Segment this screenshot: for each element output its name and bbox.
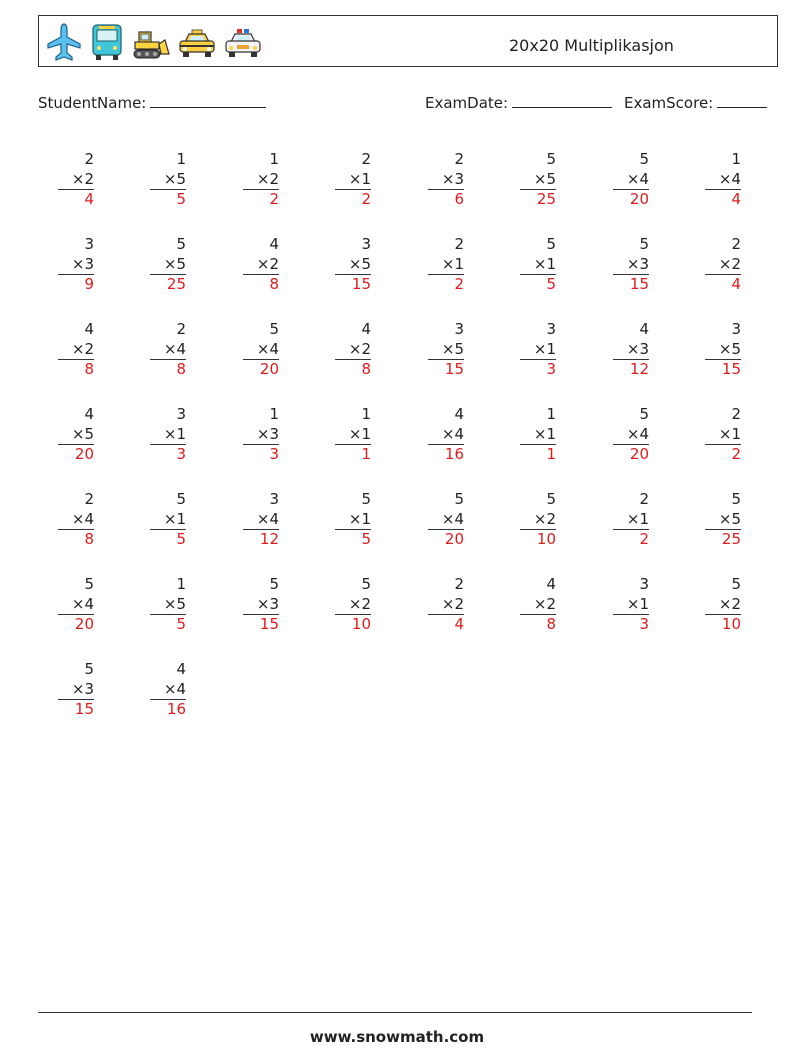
answer: 10	[335, 614, 371, 633]
operand-top: 2	[731, 235, 741, 253]
answer: 20	[428, 529, 464, 548]
problem-item	[58, 150, 94, 208]
operand-top: 5	[176, 235, 186, 253]
operand-bottom: ×2	[71, 169, 94, 188]
operand-top: 4	[269, 235, 279, 253]
problem-item	[335, 320, 371, 378]
problem-item	[520, 320, 556, 378]
problem-item	[150, 320, 186, 378]
problem-item	[243, 320, 279, 378]
operand-bottom: ×1	[163, 424, 186, 443]
operand-bottom: ×1	[533, 339, 556, 358]
operand-top: 1	[269, 150, 279, 168]
airplane-icon	[45, 22, 83, 62]
problem-item	[705, 490, 741, 548]
footer-divider	[38, 1012, 752, 1013]
problem-item	[705, 150, 741, 208]
student-name-line[interactable]	[150, 93, 266, 108]
answer: 2	[335, 189, 371, 208]
operand-top: 3	[546, 320, 556, 338]
operand-bottom: ×5	[163, 594, 186, 613]
problem-item	[705, 320, 741, 378]
problem-item	[150, 490, 186, 548]
problem-item	[613, 575, 649, 633]
operand-top: 5	[84, 660, 94, 678]
answer: 3	[520, 359, 556, 378]
answer: 25	[150, 274, 186, 293]
operand-top: 1	[269, 405, 279, 423]
problem-item	[243, 575, 279, 633]
answer: 4	[705, 274, 741, 293]
problem-item	[705, 235, 741, 293]
operand-top: 2	[361, 150, 371, 168]
problem-item	[613, 490, 649, 548]
student-name-field[interactable]	[38, 93, 266, 112]
operand-top: 5	[454, 490, 464, 508]
operand-bottom: ×5	[533, 169, 556, 188]
answer: 8	[58, 529, 94, 548]
problem-item	[335, 575, 371, 633]
operand-top: 2	[639, 490, 649, 508]
answer: 5	[335, 529, 371, 548]
problem-item	[150, 660, 186, 718]
worksheet-title: 20x20 Multiplikasjon	[509, 36, 674, 55]
operand-bottom: ×1	[626, 594, 649, 613]
operand-bottom: ×4	[71, 594, 94, 613]
answer: 12	[243, 529, 279, 548]
operand-top: 4	[84, 405, 94, 423]
operand-bottom: ×4	[441, 424, 464, 443]
answer: 5	[520, 274, 556, 293]
operand-top: 2	[454, 575, 464, 593]
problem-item	[150, 235, 186, 293]
operand-bottom: ×2	[256, 254, 279, 273]
operand-top: 1	[546, 405, 556, 423]
operand-bottom: ×3	[626, 339, 649, 358]
operand-top: 5	[639, 235, 649, 253]
operand-bottom: ×4	[163, 679, 186, 698]
operand-top: 4	[639, 320, 649, 338]
operand-bottom: ×3	[71, 254, 94, 273]
operand-top: 1	[176, 575, 186, 593]
answer: 2	[243, 189, 279, 208]
answer: 15	[613, 274, 649, 293]
operand-top: 3	[639, 575, 649, 593]
operand-top: 3	[84, 235, 94, 253]
operand-bottom: ×1	[441, 254, 464, 273]
operand-top: 2	[454, 235, 464, 253]
problem-item	[335, 490, 371, 548]
operand-bottom: ×5	[718, 339, 741, 358]
operand-bottom: ×4	[163, 339, 186, 358]
operand-top: 5	[639, 405, 649, 423]
operand-top: 1	[176, 150, 186, 168]
problem-item	[428, 150, 464, 208]
operand-bottom: ×2	[718, 594, 741, 613]
problem-item	[613, 235, 649, 293]
answer: 16	[428, 444, 464, 463]
exam-score-line[interactable]	[717, 93, 767, 108]
answer: 5	[150, 614, 186, 633]
answer: 2	[428, 274, 464, 293]
problem-item	[243, 150, 279, 208]
operand-top: 5	[546, 235, 556, 253]
operand-bottom: ×2	[256, 169, 279, 188]
answer: 1	[520, 444, 556, 463]
answer: 20	[58, 614, 94, 633]
operand-bottom: ×3	[256, 424, 279, 443]
problem-item	[243, 235, 279, 293]
answer: 8	[150, 359, 186, 378]
answer: 15	[428, 359, 464, 378]
operand-bottom: ×5	[163, 169, 186, 188]
operand-top: 2	[84, 150, 94, 168]
operand-bottom: ×4	[441, 509, 464, 528]
operand-top: 2	[454, 150, 464, 168]
operand-bottom: ×1	[163, 509, 186, 528]
answer: 15	[243, 614, 279, 633]
operand-top: 1	[731, 150, 741, 168]
operand-top: 2	[176, 320, 186, 338]
answer: 5	[150, 189, 186, 208]
operand-top: 5	[731, 490, 741, 508]
operand-bottom: ×2	[348, 594, 371, 613]
answer: 15	[58, 699, 94, 718]
operand-bottom: ×1	[348, 424, 371, 443]
answer: 3	[243, 444, 279, 463]
answer: 8	[520, 614, 556, 633]
police-car-icon	[223, 22, 263, 62]
answer: 15	[335, 274, 371, 293]
operand-bottom: ×4	[626, 424, 649, 443]
answer: 5	[150, 529, 186, 548]
answer: 15	[705, 359, 741, 378]
operand-bottom: ×1	[626, 509, 649, 528]
operand-top: 3	[454, 320, 464, 338]
problem-item	[58, 660, 94, 718]
answer: 10	[520, 529, 556, 548]
problem-item	[335, 405, 371, 463]
operand-bottom: ×3	[626, 254, 649, 273]
operand-bottom: ×2	[533, 509, 556, 528]
problem-item	[428, 320, 464, 378]
operand-bottom: ×5	[718, 509, 741, 528]
operand-top: 4	[546, 575, 556, 593]
problem-item	[243, 490, 279, 548]
answer: 20	[613, 444, 649, 463]
operand-bottom: ×1	[533, 424, 556, 443]
operand-top: 5	[361, 490, 371, 508]
operand-top: 5	[361, 575, 371, 593]
operand-top: 5	[546, 150, 556, 168]
exam-score-label: ExamScore:	[624, 94, 714, 112]
problem-item	[243, 405, 279, 463]
operand-bottom: ×4	[256, 509, 279, 528]
problem-item	[613, 150, 649, 208]
operand-top: 5	[731, 575, 741, 593]
problem-item	[150, 405, 186, 463]
answer: 20	[243, 359, 279, 378]
operand-top: 4	[454, 405, 464, 423]
operand-top: 5	[269, 320, 279, 338]
problem-item	[58, 235, 94, 293]
problem-item	[428, 490, 464, 548]
operand-bottom: ×1	[533, 254, 556, 273]
problem-item	[335, 150, 371, 208]
problem-item	[428, 235, 464, 293]
answer: 3	[150, 444, 186, 463]
problem-item	[335, 235, 371, 293]
operand-bottom: ×2	[718, 254, 741, 273]
answer: 20	[613, 189, 649, 208]
answer: 8	[335, 359, 371, 378]
operand-top: 5	[639, 150, 649, 168]
exam-date-line[interactable]	[512, 93, 612, 108]
operand-bottom: ×2	[533, 594, 556, 613]
problem-item	[613, 320, 649, 378]
answer: 2	[613, 529, 649, 548]
operand-bottom: ×4	[718, 169, 741, 188]
operand-top: 4	[176, 660, 186, 678]
answer: 6	[428, 189, 464, 208]
answer: 2	[705, 444, 741, 463]
answer: 4	[428, 614, 464, 633]
operand-top: 3	[176, 405, 186, 423]
operand-bottom: ×2	[71, 339, 94, 358]
answer: 10	[705, 614, 741, 633]
answer: 4	[705, 189, 741, 208]
operand-bottom: ×5	[441, 339, 464, 358]
operand-top: 4	[361, 320, 371, 338]
problem-item	[150, 575, 186, 633]
operand-bottom: ×4	[71, 509, 94, 528]
operand-top: 4	[84, 320, 94, 338]
footer-website: www.snowmath.com	[309, 1028, 485, 1046]
icon-strip	[45, 22, 263, 62]
answer: 16	[150, 699, 186, 718]
problem-item	[520, 405, 556, 463]
problem-item	[428, 575, 464, 633]
answer: 3	[613, 614, 649, 633]
operand-top: 5	[269, 575, 279, 593]
answer: 8	[58, 359, 94, 378]
problem-item	[705, 575, 741, 633]
exam-date-field[interactable]	[425, 93, 612, 112]
operand-top: 3	[731, 320, 741, 338]
taxi-icon	[177, 22, 217, 62]
bulldozer-icon	[131, 22, 171, 62]
operand-top: 3	[361, 235, 371, 253]
problem-item	[58, 490, 94, 548]
operand-top: 2	[84, 490, 94, 508]
answer: 8	[243, 274, 279, 293]
problem-item	[58, 320, 94, 378]
problem-item	[428, 405, 464, 463]
operand-top: 1	[361, 405, 371, 423]
header-box	[38, 15, 778, 67]
problem-item	[520, 235, 556, 293]
problem-item	[705, 405, 741, 463]
operand-bottom: ×5	[71, 424, 94, 443]
operand-bottom: ×4	[256, 339, 279, 358]
problem-item	[58, 405, 94, 463]
problem-item	[58, 575, 94, 633]
operand-bottom: ×5	[163, 254, 186, 273]
answer: 12	[613, 359, 649, 378]
operand-top: 5	[176, 490, 186, 508]
exam-score-field[interactable]	[624, 93, 767, 112]
problem-item	[613, 405, 649, 463]
problem-item	[520, 575, 556, 633]
operand-bottom: ×3	[256, 594, 279, 613]
operand-top: 5	[84, 575, 94, 593]
answer: 1	[335, 444, 371, 463]
operand-bottom: ×2	[441, 594, 464, 613]
operand-top: 5	[546, 490, 556, 508]
operand-top: 3	[269, 490, 279, 508]
operand-bottom: ×1	[348, 169, 371, 188]
operand-bottom: ×4	[626, 169, 649, 188]
operand-bottom: ×3	[441, 169, 464, 188]
problem-item	[520, 150, 556, 208]
operand-bottom: ×1	[348, 509, 371, 528]
answer: 25	[705, 529, 741, 548]
answer: 9	[58, 274, 94, 293]
exam-date-label: ExamDate:	[425, 94, 509, 112]
operand-bottom: ×3	[71, 679, 94, 698]
operand-bottom: ×2	[348, 339, 371, 358]
operand-top: 2	[731, 405, 741, 423]
operand-bottom: ×5	[348, 254, 371, 273]
answer: 25	[520, 189, 556, 208]
problem-item	[150, 150, 186, 208]
answer: 20	[58, 444, 94, 463]
operand-bottom: ×1	[718, 424, 741, 443]
problem-item	[520, 490, 556, 548]
student-name-label: StudentName:	[38, 94, 147, 112]
answer: 4	[58, 189, 94, 208]
bus-icon	[89, 22, 125, 62]
